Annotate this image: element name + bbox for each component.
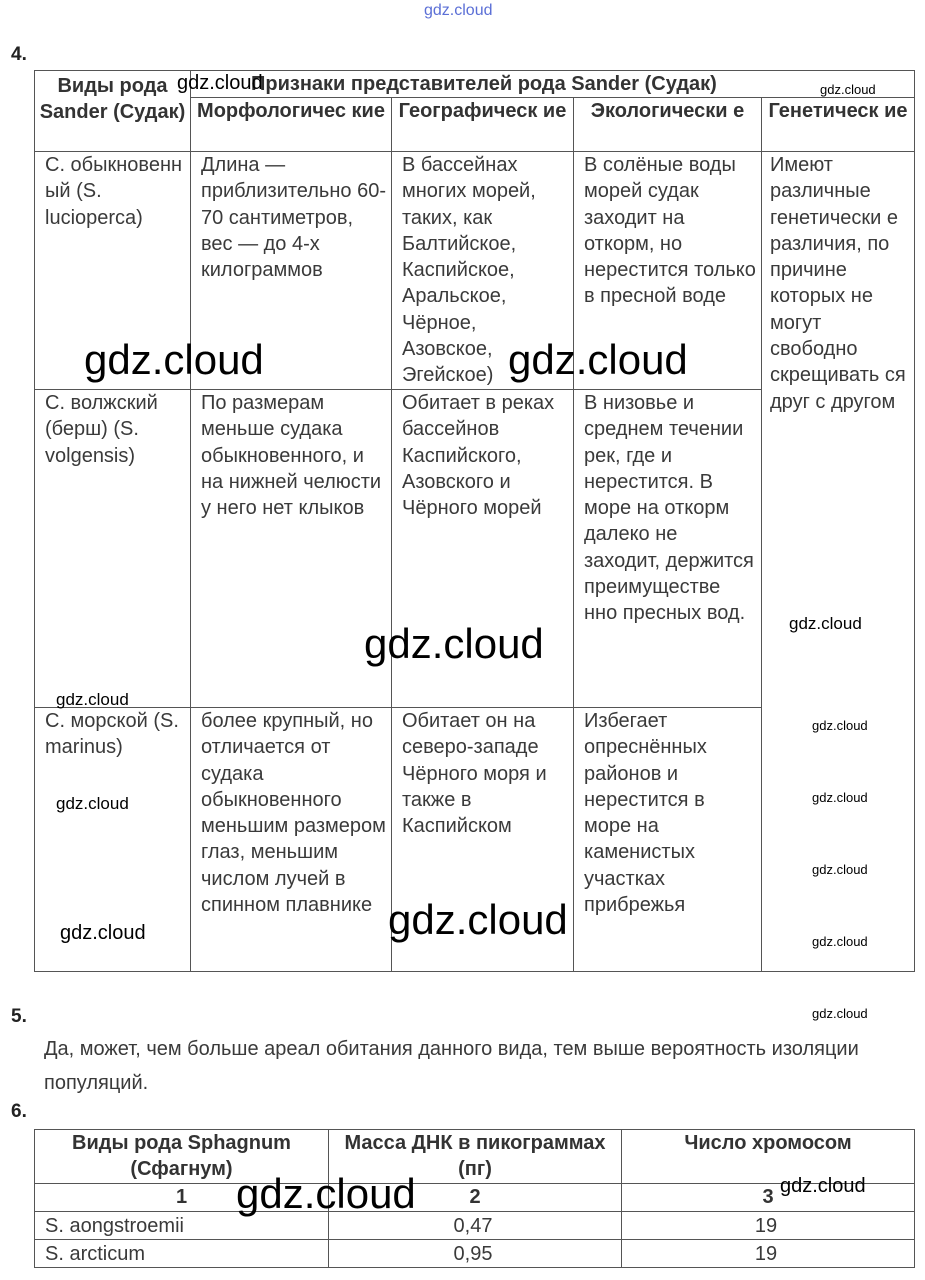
watermark: gdz.cloud <box>508 336 688 383</box>
row2-species: С. волжский (берш) (S. volgensis) <box>35 390 191 708</box>
header-morph: Морфологичес кие <box>191 98 392 152</box>
watermark: gdz.cloud <box>60 922 146 944</box>
task-6-number: 6. <box>11 1101 27 1122</box>
table-row <box>35 1212 915 1240</box>
watermark: gdz.cloud <box>812 862 868 877</box>
watermark: gdz.cloud <box>177 72 263 94</box>
row1-geo: В бассейнах многих морей, таких, как Балтийское, Каспийское, Аральское, Чёрное, Азовское, Эгейское) <box>392 152 574 390</box>
row1-eco: В солёные воды морей судак заходит на откорм, но нерестится только в пресной воде <box>574 152 762 390</box>
sphagnum-chromosomes: 19 <box>622 1240 915 1268</box>
watermark: gdz.cloud <box>812 1006 868 1021</box>
col-number-3: 3 <box>622 1184 915 1212</box>
header-species: Виды рода Sander (Судак) <box>35 71 191 152</box>
header-signs-title: Признаки представителей рода Sander (Судак) <box>191 71 915 98</box>
watermark: gdz.cloud <box>236 1170 416 1217</box>
row3-geo: Обитает он на северо-западе Чёрного моря и также в Каспийском <box>392 708 574 972</box>
col-number-2: 2 <box>329 1184 622 1212</box>
watermark: gdz.cloud <box>780 1175 866 1197</box>
sphagnum-mass: 0,47 <box>329 1212 622 1240</box>
watermark: gdz.cloud <box>364 620 544 667</box>
row1-species: С. обыкновенн ый (S. lucioperca) <box>35 152 191 390</box>
watermark-top: gdz.cloud <box>424 2 493 19</box>
watermark: gdz.cloud <box>812 718 868 733</box>
genetic-cell: Имеют различные генетически е различия, по причине которых не могут свободно скрещивать ся друг с другом <box>762 152 915 972</box>
row2-eco: В низовье и среднем течении рек, где и нерестится. В море на откорм далеко не заходит, держится преимуществе нно пресных вод. <box>574 390 762 708</box>
row3-eco: Избегает опреснённых районов и нерестится в море на каменистых участках прибрежья <box>574 708 762 972</box>
col-number-1: 1 <box>35 1184 329 1212</box>
row2-morph: По размерам меньше судака обыкновенного, и на нижней челюсти у него нет клыков <box>191 390 392 708</box>
task-4-number: 4. <box>11 44 27 65</box>
sphagnum-species: S. arcticum <box>35 1240 329 1268</box>
watermark: gdz.cloud <box>56 690 129 709</box>
sander-table <box>34 70 915 972</box>
header-dna-mass: Масса ДНК в пикограммах (пг) <box>329 1130 622 1184</box>
watermark: gdz.cloud <box>84 336 264 383</box>
watermark: gdz.cloud <box>812 790 868 805</box>
header-chromosomes: Число хромосом <box>622 1130 915 1184</box>
sphagnum-species: S. aongstroemii <box>35 1212 329 1240</box>
sphagnum-chromosomes: 19 <box>622 1212 915 1240</box>
sphagnum-table <box>34 1129 915 1268</box>
watermark: gdz.cloud <box>388 896 568 943</box>
row1-morph: Длина — приблизительно 60-70 сантиметров, вес — до 4-х килограммов <box>191 152 392 390</box>
header-eco: Экологически е <box>574 98 762 152</box>
sphagnum-mass: 0,95 <box>329 1240 622 1268</box>
row3-morph: более крупный, но отличается от судака обыкновенного меньшим размером глаз, меньшим числом лучей в спинном плавнике <box>191 708 392 972</box>
watermark: gdz.cloud <box>56 794 129 813</box>
header-geo: Географическ ие <box>392 98 574 152</box>
row2-geo: Обитает в реках бассейнов Каспийского, Азовского и Чёрного морей <box>392 390 574 708</box>
table-row <box>35 1240 915 1268</box>
header-gen: Генетическ ие <box>762 98 915 152</box>
header-sphagnum-species: Виды рода Sphagnum (Сфагнум) <box>35 1130 329 1184</box>
watermark: gdz.cloud <box>812 934 868 949</box>
watermark: gdz.cloud <box>820 82 876 97</box>
watermark: gdz.cloud <box>789 614 862 633</box>
task-5-answer: Да, может, чем больше ареал обитания данного вида, тем выше вероятность изоляции популяций. <box>44 1038 859 1094</box>
task-5-number: 5. <box>11 1006 27 1027</box>
row3-species: С. морской (S. marinus) <box>35 708 191 972</box>
